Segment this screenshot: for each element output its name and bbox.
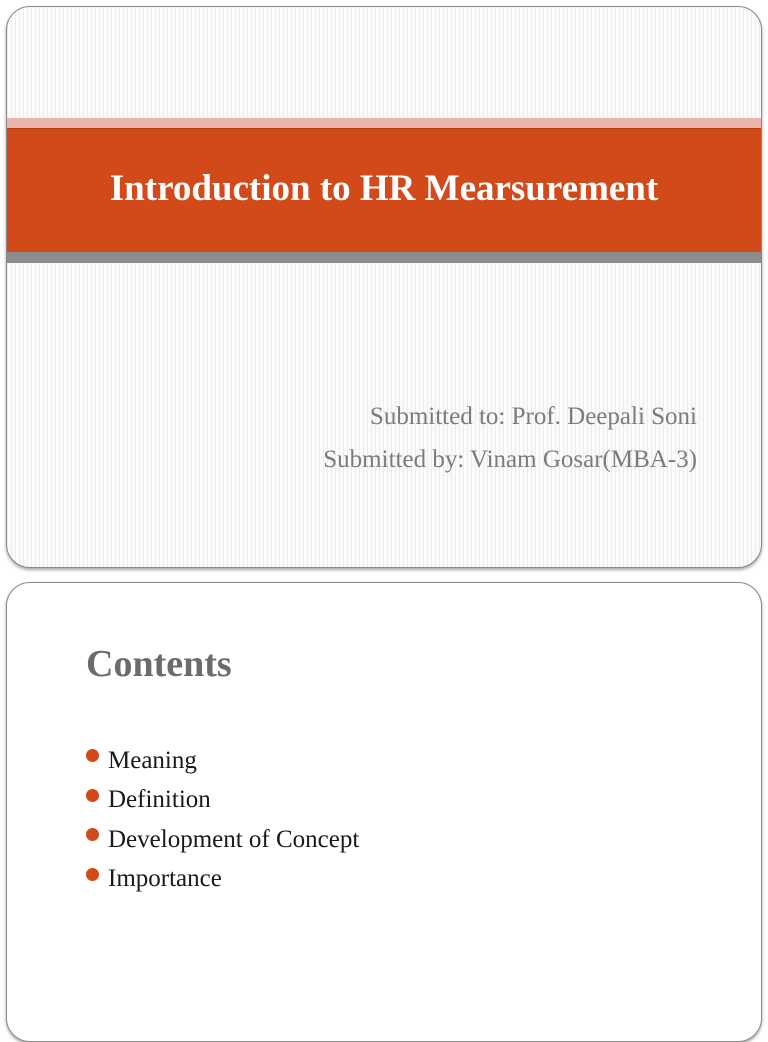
bullet-icon (86, 749, 99, 762)
contents-heading: Contents (86, 643, 232, 685)
slide-title: Introduction to HR Mearsurement (109, 168, 659, 209)
list-item (86, 741, 359, 781)
title-band-bottom-accent (7, 252, 761, 263)
title-slide (6, 6, 762, 568)
submitted-to-text: Submitted to: Prof. Deepali Soni (369, 403, 697, 430)
list-item (86, 820, 359, 860)
list-item (86, 860, 359, 900)
contents-slide (6, 582, 762, 1042)
list-item-label: Definition (108, 786, 211, 814)
title-band-top-accent (7, 118, 761, 128)
bullet-icon (86, 789, 99, 802)
list-item (86, 781, 359, 821)
bullet-icon (86, 868, 99, 881)
list-item-label: Meaning (108, 746, 197, 774)
bullet-icon (86, 828, 99, 841)
submitted-by-text: Submitted by: Vinam Gosar(MBA-3) (323, 446, 697, 473)
list-item-label: Importance (108, 865, 222, 893)
contents-list (86, 741, 359, 899)
list-item-label: Development of Concept (108, 825, 360, 853)
